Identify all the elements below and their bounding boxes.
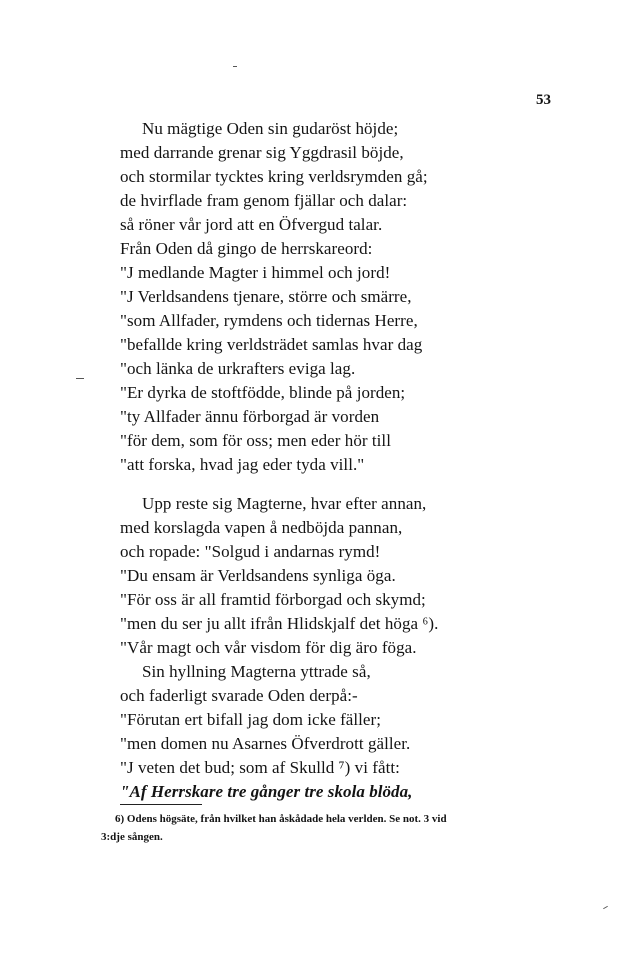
verse-line: Från Oden då gingo de herrskareord: bbox=[120, 239, 373, 258]
verse-line: "J veten det bud; som af Skulld ⁷) vi fått: bbox=[120, 758, 400, 777]
verse-line: "för dem, som för oss; men eder hör till bbox=[120, 431, 391, 450]
verse-line: "Du ensam är Verldsandens synliga öga. bbox=[120, 566, 396, 585]
verse-line: Sin hyllning Magterna yttrade så, bbox=[142, 662, 371, 681]
verse-line: "ty Allfader ännu förborgad är vorden bbox=[120, 407, 380, 426]
margin-mark bbox=[76, 378, 84, 379]
verse-line: så röner vår jord att en Öfvergud talar. bbox=[120, 215, 383, 234]
verse-line: och stormilar tycktes kring verldsrymden gå; bbox=[120, 167, 428, 186]
verse-line: "Förutan ert bifall jag dom icke fäller; bbox=[120, 710, 382, 729]
verse-line: "Er dyrka de stoftfödde, blinde på jorden; bbox=[120, 383, 406, 402]
footnote-line: 3:dje sången. bbox=[101, 831, 163, 843]
ink-speck bbox=[233, 66, 237, 67]
verse-line: "som Allfader, rymdens och tidernas Herre, bbox=[120, 311, 418, 330]
verse-line: med korslagda vapen å nedböjda pannan, bbox=[120, 518, 403, 537]
verse-line: Nu mägtige Oden sin gudaröst höjde; bbox=[142, 119, 399, 138]
verse-line: "befallde kring verldsträdet samlas hvar dag bbox=[120, 335, 423, 354]
ink-speck bbox=[603, 906, 608, 909]
footnote-rule bbox=[120, 804, 202, 805]
verse-line: och faderligt svarade Oden derpå:- bbox=[120, 686, 358, 705]
verse-line: Upp reste sig Magterne, hvar efter annan, bbox=[142, 494, 427, 513]
page-number: 53 bbox=[536, 92, 551, 108]
verse-line: "men du ser ju allt ifrån Hlidskjalf det höga ⁶). bbox=[120, 614, 439, 633]
verse-line: "Vår magt och vår visdom för dig äro föga. bbox=[120, 638, 417, 657]
verse-line: "och länka de urkrafters eviga lag. bbox=[120, 359, 356, 378]
verse-line: "men domen nu Asarnes Öfverdrott gäller. bbox=[120, 734, 411, 753]
footnote-line: 6) Odens högsäte, från hvilket han åskådade hela verlden. Se not. 3 vid bbox=[115, 813, 447, 825]
verse-line: med darrande grenar sig Yggdrasil böjde, bbox=[120, 143, 404, 162]
verse-line: och ropade: "Solgud i andarnas rymd! bbox=[120, 542, 381, 561]
verse-line-italic: "Af Herrskare tre gånger tre skola blöda, bbox=[120, 782, 413, 801]
verse-line: "att forska, hvad jag eder tyda vill." bbox=[120, 455, 365, 474]
verse-line: "För oss är all framtid förborgad och skymd; bbox=[120, 590, 426, 609]
verse-line: de hvirflade fram genom fjällar och dalar: bbox=[120, 191, 408, 210]
verse-line: "J medlande Magter i himmel och jord! bbox=[120, 263, 391, 282]
verse-line: "J Verldsandens tjenare, större och smärre, bbox=[120, 287, 412, 306]
footnote bbox=[101, 810, 569, 846]
